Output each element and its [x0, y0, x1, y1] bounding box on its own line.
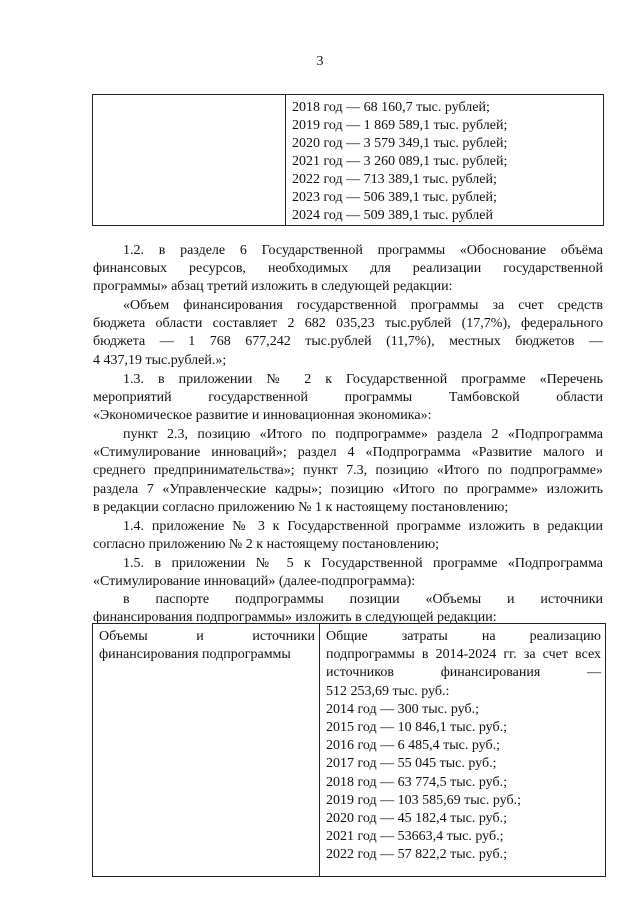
passport-label-cell: Объемы и источники финансирования подпрограммы	[93, 624, 320, 877]
paragraph-1-2: 1.2. в разделе 6 Государственной программы «Обоснование объёма финансовых ресурсов, необходимых для реализации государственной программы» абзац третий изложить в следующей редакции:	[93, 243, 603, 295]
funding-year-line: 2016 год — 6 485,4 тыс. руб.;	[326, 738, 500, 754]
funding-year-line: 2024 год — 509 389,1 тыс. рублей	[292, 208, 493, 223]
funding-total-line: 512 253,69 тыс. руб.:	[326, 683, 450, 699]
funding-year-line: 2022 год — 713 389,1 тыс. рублей;	[292, 172, 497, 187]
paragraph-item-2-3: пункт 2.3, позицию «Итого по подпрограмме» раздела 2 «Подпрограмма «Стимулирование инноваций»; раздел 4 «Подпрограмма «Развитие малого и среднего предпринимательства»; пункт 7.3, позицию «Итого по подпрограмме» раздела 7 «Управленческие кадры»; позицию «Итого по программе» изложить в редакции согласно приложению № 1 к настоящему постановлению;	[93, 427, 603, 515]
funding-year-line: 2020 год — 3 579 349,1 тыс. рублей;	[292, 136, 508, 151]
funding-year-line: 2019 год — 103 585,69 тыс. руб.;	[326, 792, 521, 808]
passport-value-cell: Общие затраты на реализацию подпрограммы в 2014-2024 гг. за счет всех источников финансирования — 512 253,69 тыс. руб.: 2014 год — 300 тыс. руб.; 2015 год — 10 846,1 тыс. руб.; 2016 год — 6 485,4 тыс. руб.; 2017 год — 55 045 тыс. руб.; 2018 год — 63 774,5 тыс. руб.; 2019 год — 103 585,69 тыс. руб.; 2020 год — 45 182,4 тыс. руб.; 2021 год — 53663,4 тыс. руб.; 2022 год — 57 822,2 тыс. руб.;	[320, 624, 606, 877]
paragraph-1-5: 1.5. в приложении № 5 к Государственной программе «Подпрограмма «Стимулирование инноваций» (далее-подпрограмма):	[93, 556, 603, 590]
funding-year-line: 2021 год — 53663,4 тыс. руб.;	[326, 829, 504, 845]
subprogram-passport-table	[92, 623, 606, 877]
funding-year-line: 2017 год — 55 045 тыс. руб.;	[326, 756, 497, 772]
paragraph-1-3: 1.3. в приложении № 2 к Государственной программе «Перечень мероприятий государственной программы Тамбовской области «Экономическое развитие и инновационная экономика»:	[93, 372, 603, 424]
funding-year-line: 2015 год — 10 846,1 тыс. руб.;	[326, 720, 507, 736]
funding-table-continued	[92, 94, 604, 226]
page-number: 3	[316, 54, 324, 69]
paragraph-passport: в паспорте подпрограммы позиции «Объемы и источники финансирования подпрограммы» изложить в следующей редакции:	[93, 592, 603, 626]
funding-year-line: 2019 год — 1 869 589,1 тыс. рублей;	[292, 118, 508, 133]
funding-year-line: 2014 год — 300 тыс. руб.;	[326, 701, 479, 717]
paragraph-1-4: 1.4. приложение № 3 к Государственной программе изложить в редакции согласно приложению № 2 к настоящему постановлению;	[93, 519, 603, 553]
table-empty-cell	[93, 95, 286, 226]
funding-year-line: 2023 год — 506 389,1 тыс. рублей;	[292, 190, 497, 205]
funding-year-line: 2018 год — 63 774,5 тыс. руб.;	[326, 774, 507, 790]
funding-year-line: 2018 год — 68 160,7 тыс. рублей;	[292, 100, 490, 115]
funding-year-line: 2020 год — 45 182,4 тыс. руб.;	[326, 811, 507, 827]
table-funding-cell	[286, 95, 604, 226]
funding-year-line: 2021 год — 3 260 089,1 тыс. рублей;	[292, 154, 508, 169]
paragraph-quote: «Объем финансирования государственной программы за счет средств бюджета области составляет 2 682 035,23 тыс.рублей (17,7%), федерального бюджета — 1 768 677,242 тыс.рублей (11,7%), местных бюджетов — 4 437,19 тыс.рублей.»;	[93, 298, 603, 368]
funding-year-line: 2022 год — 57 822,2 тыс. руб.;	[326, 847, 507, 863]
